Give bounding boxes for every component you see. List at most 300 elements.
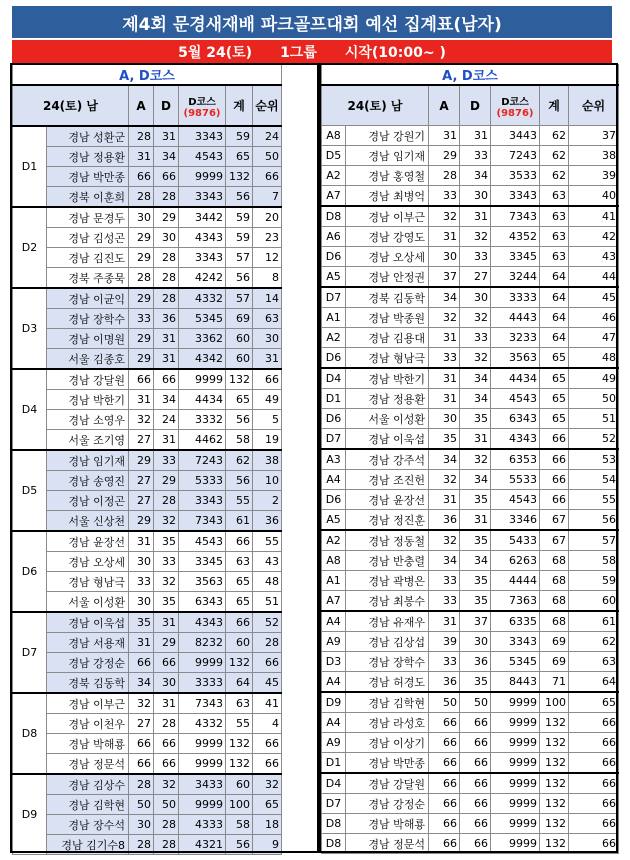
score-d: 33: [154, 450, 179, 471]
score-d: 32: [154, 572, 179, 592]
player-name: 경남 라성호: [346, 713, 429, 733]
score-d: 66: [154, 754, 179, 775]
table-row: [13, 491, 282, 511]
score-a: 29: [129, 288, 154, 309]
player-position: A1: [322, 308, 346, 328]
left-score-table: [12, 64, 282, 855]
table-row: [13, 815, 282, 835]
score-a: 27: [129, 714, 154, 734]
player-name: 경남 윤장선: [47, 531, 129, 552]
rank: 36: [253, 511, 282, 532]
player-name: 서울 이성환: [346, 409, 429, 429]
schedule-group: 1그룹: [280, 44, 317, 61]
score-d-course: 3443: [491, 126, 540, 146]
score-d-course: 9999: [491, 834, 540, 854]
rank: 64: [569, 672, 619, 693]
score-a: 36: [429, 510, 460, 531]
score-total: 60: [226, 329, 253, 349]
score-d-course: 5345: [491, 652, 540, 672]
rank: 41: [569, 206, 619, 227]
player-name: 경남 김상섭: [346, 632, 429, 652]
player-position: A8: [322, 551, 346, 571]
player-name: 경남 정문석: [346, 834, 429, 854]
table-row: [322, 126, 619, 146]
score-total: 132: [540, 794, 569, 814]
player-position: A7: [322, 591, 346, 612]
score-total: 63: [540, 186, 569, 207]
score-total: 57: [226, 288, 253, 309]
player-position: D6: [322, 247, 346, 267]
left-header-d-course: [179, 85, 226, 126]
score-d-course: 3343: [179, 187, 226, 208]
player-name: 경남 성환군: [47, 126, 129, 147]
score-d-course: 4343: [179, 612, 226, 633]
score-a: 35: [129, 612, 154, 633]
score-total: 69: [540, 632, 569, 652]
rank: 66: [569, 834, 619, 854]
score-a: 34: [129, 673, 154, 694]
table-row: [13, 531, 282, 552]
rank: 66: [569, 753, 619, 774]
score-d-course: 4443: [491, 308, 540, 328]
score-d-course: 4543: [491, 389, 540, 409]
score-d-course: 4444: [491, 571, 540, 591]
rank: 55: [253, 531, 282, 552]
score-a: 33: [429, 186, 460, 207]
rank: 42: [569, 227, 619, 247]
score-total: 132: [540, 834, 569, 854]
score-a: 66: [429, 814, 460, 834]
player-position: D4: [322, 773, 346, 794]
right-header-d-course-value: (9876): [496, 107, 534, 119]
rank: 2: [253, 491, 282, 511]
rank: 66: [569, 733, 619, 753]
rank: 55: [569, 490, 619, 510]
score-total: 132: [540, 713, 569, 733]
score-d-course: 3343: [491, 632, 540, 652]
rank: 66: [253, 653, 282, 673]
score-d-course: 3533: [491, 166, 540, 186]
group-label: D2: [13, 207, 47, 288]
player-position: A7: [322, 186, 346, 207]
score-d: 31: [460, 126, 491, 146]
score-d-course: 3343: [179, 491, 226, 511]
score-d: 31: [154, 126, 179, 147]
table-row: [322, 328, 619, 348]
table-row: [322, 672, 619, 693]
score-total: 62: [540, 126, 569, 146]
score-d-course: 3345: [179, 552, 226, 572]
score-total: 56: [226, 835, 253, 855]
score-a: 32: [429, 530, 460, 551]
rank: 59: [569, 571, 619, 591]
score-d-course: 4321: [179, 835, 226, 855]
score-d: 34: [460, 389, 491, 409]
rank: 39: [569, 166, 619, 186]
rank: 61: [569, 611, 619, 632]
rank: 66: [569, 713, 619, 733]
score-total: 67: [540, 530, 569, 551]
score-d: 30: [460, 186, 491, 207]
player-name: 경남 장학수: [47, 309, 129, 329]
score-a: 29: [429, 146, 460, 166]
score-a: 33: [429, 591, 460, 612]
score-total: 71: [540, 672, 569, 693]
score-total: 66: [540, 490, 569, 510]
player-position: A2: [322, 328, 346, 348]
player-name: 경남 박한기: [47, 390, 129, 410]
table-row: [13, 572, 282, 592]
score-a: 31: [429, 126, 460, 146]
player-position: D6: [322, 409, 346, 429]
rank: 66: [253, 167, 282, 187]
player-position: A4: [322, 672, 346, 693]
table-row: [322, 409, 619, 429]
table-row: [13, 552, 282, 572]
score-d: 29: [154, 633, 179, 653]
player-position: D7: [322, 287, 346, 308]
table-row: [322, 206, 619, 227]
score-total: 63: [226, 552, 253, 572]
score-total: 132: [540, 733, 569, 753]
rank: 65: [253, 795, 282, 815]
score-d: 31: [154, 329, 179, 349]
score-a: 66: [129, 734, 154, 754]
rank: 23: [253, 228, 282, 248]
score-d: 34: [154, 147, 179, 167]
score-d: 30: [460, 287, 491, 308]
table-row: [322, 287, 619, 308]
rank: 8: [253, 268, 282, 289]
score-d-course: 7243: [491, 146, 540, 166]
player-position: A6: [322, 227, 346, 247]
score-d: 28: [154, 835, 179, 855]
score-a: 29: [129, 450, 154, 471]
score-total: 132: [226, 653, 253, 673]
score-d: 35: [154, 531, 179, 552]
score-d: 66: [460, 773, 491, 794]
outer-left-border: [10, 63, 12, 852]
score-d-course: 9999: [179, 734, 226, 754]
rank: 53: [569, 449, 619, 470]
score-d: 66: [154, 167, 179, 187]
outer-top-border: [10, 63, 618, 65]
score-total: 65: [540, 368, 569, 389]
player-name: 경남 최봉수: [346, 591, 429, 612]
score-d-course: 5333: [179, 471, 226, 491]
table-row: [13, 693, 282, 714]
rank: 51: [253, 592, 282, 613]
table-row: [13, 592, 282, 613]
score-total: 68: [540, 611, 569, 632]
score-a: 30: [429, 409, 460, 429]
score-a: 29: [129, 329, 154, 349]
score-d: 30: [154, 673, 179, 694]
score-a: 66: [429, 834, 460, 854]
table-row: [322, 429, 619, 450]
player-position: A4: [322, 470, 346, 490]
table-row: [322, 389, 619, 409]
score-d: 66: [154, 369, 179, 390]
score-d: 66: [460, 834, 491, 854]
score-d-course: 9999: [491, 814, 540, 834]
score-a: 28: [129, 126, 154, 147]
score-d-course: 4543: [491, 490, 540, 510]
group-label: D5: [13, 450, 47, 531]
score-total: 132: [226, 167, 253, 187]
score-total: 65: [540, 409, 569, 429]
rank: 49: [569, 368, 619, 389]
player-name: 경남 박해룡: [346, 814, 429, 834]
score-a: 27: [129, 491, 154, 511]
rank: 54: [569, 470, 619, 490]
table-row: [322, 470, 619, 490]
rank: 41: [253, 693, 282, 714]
score-d: 32: [460, 348, 491, 369]
rank: 65: [569, 692, 619, 713]
score-a: 28: [129, 835, 154, 855]
schedule-start: 시작(10:00~ ): [344, 44, 446, 61]
table-row: [322, 247, 619, 267]
table-row: [322, 348, 619, 369]
player-name: 경남 형남극: [346, 348, 429, 369]
score-d: 28: [154, 288, 179, 309]
table-row: [322, 146, 619, 166]
player-name: 서울 신상천: [47, 511, 129, 532]
score-d-course: 4543: [179, 531, 226, 552]
table-row: [13, 714, 282, 734]
score-d-course: 9999: [491, 692, 540, 713]
rank: 51: [569, 409, 619, 429]
rank: 31: [253, 349, 282, 370]
score-d: 28: [154, 714, 179, 734]
score-d: 34: [460, 166, 491, 186]
score-a: 66: [429, 794, 460, 814]
score-d: 66: [460, 713, 491, 733]
score-a: 30: [129, 207, 154, 228]
score-total: 66: [226, 612, 253, 633]
outer-bottom-border: [10, 851, 618, 853]
score-a: 29: [129, 511, 154, 532]
score-d: 32: [154, 774, 179, 795]
score-total: 59: [226, 126, 253, 147]
player-name: 경남 강원기: [346, 126, 429, 146]
group-label: D1: [13, 126, 47, 207]
score-d: 28: [154, 268, 179, 289]
player-name: 경남 김학현: [47, 795, 129, 815]
score-total: 59: [226, 228, 253, 248]
rank: 48: [569, 348, 619, 369]
player-name: 경남 강주석: [346, 449, 429, 470]
score-total: 56: [226, 410, 253, 430]
score-total: 66: [540, 449, 569, 470]
rank: 7: [253, 187, 282, 208]
player-position: A9: [322, 632, 346, 652]
score-d: 31: [460, 429, 491, 450]
score-d: 32: [154, 511, 179, 532]
table-row: [322, 308, 619, 328]
rank: 63: [569, 652, 619, 672]
player-name: 경남 조진헌: [346, 470, 429, 490]
player-name: 경남 임기재: [346, 146, 429, 166]
score-d-course: 7343: [491, 206, 540, 227]
player-name: 경북 김동학: [47, 673, 129, 694]
score-d-course: 3343: [179, 248, 226, 268]
left-header-rank: 순위: [253, 85, 282, 126]
player-position: A4: [322, 713, 346, 733]
right-header-total: 계: [540, 85, 569, 126]
rank: 60: [569, 591, 619, 612]
table-row: [13, 349, 282, 370]
player-name: 경남 이명원: [47, 329, 129, 349]
score-d: 66: [460, 753, 491, 774]
score-total: 65: [226, 592, 253, 613]
player-position: A4: [322, 611, 346, 632]
score-a: 34: [429, 449, 460, 470]
score-a: 29: [129, 248, 154, 268]
score-d: 28: [154, 187, 179, 208]
rank: 30: [253, 329, 282, 349]
score-total: 132: [540, 814, 569, 834]
score-d-course: 6335: [491, 611, 540, 632]
group-label: D6: [13, 531, 47, 612]
score-a: 30: [129, 592, 154, 613]
player-name: 경남 장수석: [47, 815, 129, 835]
score-a: 30: [129, 552, 154, 572]
score-d-course: 9999: [179, 653, 226, 673]
player-name: 경남 홍영철: [346, 166, 429, 186]
player-name: 서울 이성환: [47, 592, 129, 613]
right-header-d-course: [491, 85, 540, 126]
score-d-course: 7343: [179, 511, 226, 532]
rank: 52: [253, 612, 282, 633]
left-header-d-course-label: D코스: [188, 96, 216, 108]
player-name: 경남 김진도: [47, 248, 129, 268]
score-d-course: 3244: [491, 267, 540, 288]
score-d: 27: [460, 267, 491, 288]
player-name: 경남 곽병은: [346, 571, 429, 591]
score-a: 33: [129, 309, 154, 329]
score-total: 61: [226, 511, 253, 532]
table-row: [13, 187, 282, 208]
score-d-course: 7363: [491, 591, 540, 612]
score-d: 37: [460, 611, 491, 632]
score-d: 50: [460, 692, 491, 713]
table-row: [322, 490, 619, 510]
player-name: 경남 정문석: [47, 754, 129, 775]
score-total: 64: [540, 328, 569, 348]
player-name: 경남 정용환: [47, 147, 129, 167]
score-d: 66: [460, 733, 491, 753]
table-row: [322, 530, 619, 551]
player-position: A5: [322, 510, 346, 531]
score-d-course: 3333: [491, 287, 540, 308]
score-d-course: 3563: [179, 572, 226, 592]
player-name: 경남 소영우: [47, 410, 129, 430]
score-a: 66: [129, 653, 154, 673]
rank: 66: [569, 814, 619, 834]
score-d: 33: [460, 146, 491, 166]
score-total: 62: [540, 166, 569, 186]
score-total: 64: [540, 287, 569, 308]
score-d: 28: [154, 815, 179, 835]
page-title: 제4회 문경새재배 파크골프대회 예선 집계표(남자): [12, 6, 612, 38]
table-row: [13, 228, 282, 248]
score-d-course: 4434: [179, 390, 226, 410]
score-total: 69: [540, 652, 569, 672]
player-position: A2: [322, 166, 346, 186]
score-d: 29: [154, 207, 179, 228]
score-total: 62: [226, 450, 253, 471]
table-row: [322, 510, 619, 531]
score-a: 28: [429, 166, 460, 186]
rank: 56: [569, 510, 619, 531]
player-name: 경남 오상세: [47, 552, 129, 572]
score-d: 66: [460, 814, 491, 834]
player-position: D1: [322, 389, 346, 409]
table-row: [322, 449, 619, 470]
player-name: 경남 장학수: [346, 652, 429, 672]
score-d-course: 8232: [179, 633, 226, 653]
score-total: 63: [540, 206, 569, 227]
score-d: 24: [154, 410, 179, 430]
player-name: 경남 임기재: [47, 450, 129, 471]
score-total: 60: [226, 349, 253, 370]
table-row: [322, 166, 619, 186]
score-a: 28: [129, 187, 154, 208]
player-name: 경남 이부근: [47, 693, 129, 714]
table-row: [13, 754, 282, 775]
score-d-course: 3345: [491, 247, 540, 267]
score-a: 31: [129, 390, 154, 410]
score-total: 64: [540, 267, 569, 288]
score-a: 32: [129, 410, 154, 430]
score-d: 33: [154, 552, 179, 572]
rank: 48: [253, 572, 282, 592]
score-d-course: 9999: [179, 754, 226, 775]
score-total: 65: [226, 390, 253, 410]
score-a: 31: [429, 328, 460, 348]
table-row: [322, 571, 619, 591]
score-total: 60: [226, 774, 253, 795]
player-name: 경남 이상기: [346, 733, 429, 753]
player-name: 경북 주종묵: [47, 268, 129, 289]
player-name: 경남 강달원: [346, 773, 429, 794]
rank: 4: [253, 714, 282, 734]
table-row: [322, 611, 619, 632]
score-d-course: 7243: [179, 450, 226, 471]
score-d: 32: [460, 227, 491, 247]
score-d-course: 3433: [179, 774, 226, 795]
left-table-body: [13, 126, 282, 855]
score-a: 35: [429, 429, 460, 450]
score-d-course: 5533: [491, 470, 540, 490]
score-total: 55: [226, 491, 253, 511]
score-d-course: 6343: [491, 409, 540, 429]
score-d-course: 9999: [491, 794, 540, 814]
score-d-course: 7343: [179, 693, 226, 714]
score-d-course: 4343: [179, 228, 226, 248]
score-d-course: 9999: [491, 753, 540, 774]
left-header-d: D: [154, 85, 179, 126]
score-total: 65: [540, 348, 569, 369]
score-a: 31: [429, 227, 460, 247]
score-a: 33: [429, 571, 460, 591]
player-position: D8: [322, 814, 346, 834]
score-total: 65: [226, 147, 253, 167]
rank: 19: [253, 430, 282, 451]
left-header-label: 24(토) 남: [13, 85, 129, 126]
